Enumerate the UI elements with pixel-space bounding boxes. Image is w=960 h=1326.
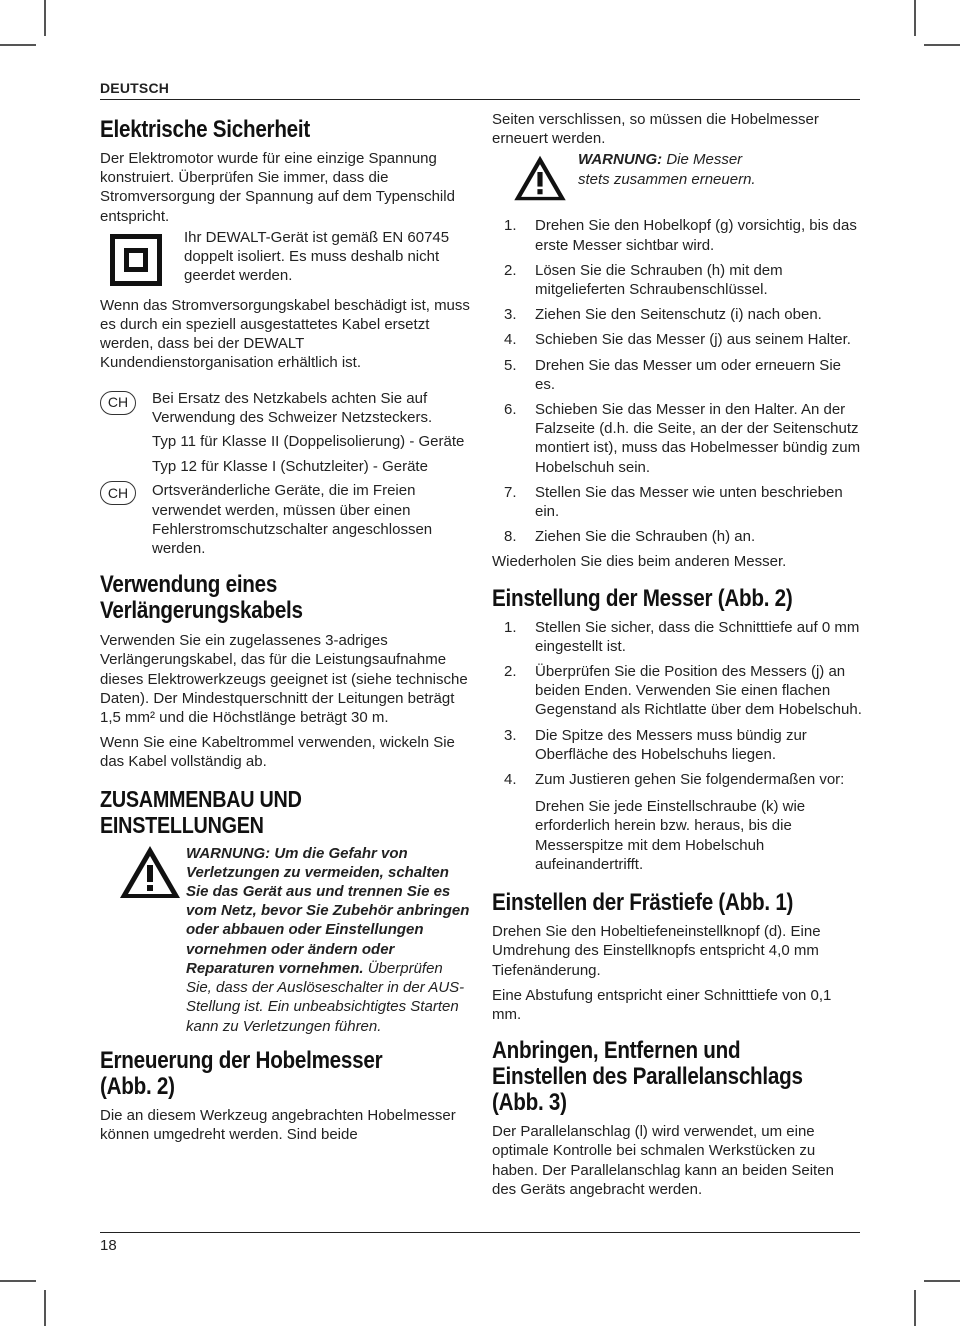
heading-cutting-depth: Einstellen der Frästiefe (Abb. 1): [492, 889, 794, 917]
double-insulation-text: Ihr DEWALT-Gerät ist gemäß EN 60745 doppelt isoliert. Es muss deshalb nicht geerdet werden.: [184, 228, 450, 285]
ch-note-2: [100, 481, 470, 558]
list-item: 2. Lösen Sie die Schrauben (h) mit dem mitgelieferten Schraubenschlüssel.: [504, 261, 783, 299]
assembly-warning: [100, 844, 470, 1036]
paragraph-repeat: Wiederholen Sie dies beim anderen Messer.: [492, 553, 787, 571]
list-item: 6. Schieben Sie das Messer in den Halter. An der Falzseite (d.h. die Seite, an der der Seitenschutz montiert ist), muss das Hobelmesser bündig zum Hobelschuh sein.: [504, 401, 861, 476]
paragraph-continued: Seiten verschlissen, so müssen die Hobelmesser erneuert werden.: [492, 111, 819, 148]
list-item: 1. Stellen Sie sicher, dass die Schnitttiefe auf 0 mm eingestellt ist.: [504, 618, 860, 655]
paragraph-depth-1: Drehen Sie den Hobeltiefeneinstellknopf (d). Eine Umdrehung des Einstellknopfs entspricht 4,0 mm Tiefenänderung.: [492, 923, 821, 979]
ch-text-1: Bei Ersatz des Netzkabels achten Sie auf Verwendung des Schweizer Netzsteckers.: [152, 389, 433, 426]
crop-mark: [914, 0, 916, 36]
warning-text: Die Messer stets zusammen erneuern.: [578, 151, 756, 188]
warning-triangle-icon: [508, 154, 572, 202]
ch-note-1: [100, 389, 470, 427]
language-label: DEUTSCH: [100, 80, 170, 96]
assembly-warning-text: [186, 844, 470, 1036]
warning-italic-text: Überprüfen Sie, dass der Auslöseschalter in der AUS-Stellung ist. Ein unbeabsichtigtes Starten kann zu Verletzungen führen.: [186, 959, 465, 1035]
page-number: 18: [100, 1237, 117, 1254]
heading-electrical-safety: Elektrische Sicherheit: [100, 116, 311, 143]
header-rule: [100, 99, 860, 100]
crop-mark: [924, 1280, 960, 1282]
heading-fence: Anbringen, Entfernen und Einstellen des Parallelanschlags (Abb. 3): [492, 1037, 803, 1117]
crop-mark: [0, 1280, 36, 1282]
paragraph-extension-2: Wenn Sie eine Kabeltrommel verwenden, wickeln Sie das Kabel vollständig ab.: [100, 734, 455, 771]
heading-blade-replacement: Erneuerung der Hobelmesser (Abb. 2): [100, 1046, 383, 1100]
heading-blade-adjustment: Einstellung der Messer (Abb. 2): [492, 584, 793, 612]
ch-icon: CH: [100, 481, 136, 505]
crop-mark: [924, 44, 960, 46]
blade-adjustment-steps: [504, 618, 862, 790]
crop-mark: [44, 1290, 46, 1326]
ch-text-4: Ortsveränderliche Geräte, die im Freien verwendet werden, müssen über einen Fehlerstromschutzschalter angeschlossen werden.: [152, 482, 433, 558]
warning-bold-text: WARNUNG: Um die Gefahr von Verletzungen zu vermeiden, schalten Sie das Gerät aus und trennen Sie es vom Netz, bevor Sie Zubehör anbringen oder abbauen oder Einstellungen vornehmen oder ändern oder Reparaturen vornehmen.: [186, 844, 470, 977]
list-item: 8. Ziehen Sie die Schrauben (h) an.: [504, 528, 756, 546]
crop-mark: [0, 44, 36, 46]
double-insulation-note: [100, 228, 470, 286]
warning-label: WARNUNG:: [578, 151, 663, 169]
warning-triangle-icon: [118, 844, 182, 900]
crop-mark: [44, 0, 46, 36]
list-item: 3. Die Spitze des Messers muss bündig zur Oberfläche des Hobelschuhs liegen.: [504, 726, 807, 763]
paragraph-safety: Der Elektromotor wurde für eine einzige Spannung konstruiert. Überprüfen Sie immer, dass die Stromversorgung der Spannung auf dem Typenschild entspricht.: [100, 150, 455, 225]
list-item: 2. Überprüfen Sie die Position des Messers (j) an beiden Enden. Verwenden Sie einen flachen Gegenstand als Richtlatte über dem Hobelschuh.: [504, 663, 862, 719]
double-insulation-icon: [110, 234, 162, 286]
list-item: 4. Zum Justieren gehen Sie folgendermaßen vor:: [504, 771, 845, 789]
list-item: 7. Stellen Sie das Messer wie unten beschrieben ein.: [504, 483, 843, 521]
blade-replacement-steps: [504, 216, 862, 546]
ch-text-3: Typ 12 für Klasse I (Schutzleiter) - Geräte: [152, 458, 428, 476]
paragraph-adjust-sub: Drehen Sie jede Einstellschraube (k) wie erforderlich herein bzw. heraus, bis die Messerspitze mit dem Hobelschuh aufeinandertrifft.: [535, 798, 806, 873]
crop-mark: [914, 1290, 916, 1326]
paragraph-blades: Die an diesem Werkzeug angebrachten Hobelmesser können umgedreht werden. Sind beide: [100, 1106, 456, 1143]
paragraph-depth-2: Eine Abstufung entspricht einer Schnitttiefe von 0,1 mm.: [492, 986, 832, 1023]
paragraph-extension-1: Verwenden Sie ein zugelassenes 3-adriges Verlängerungskabel, das für die Leistungsaufnahme dieses Elektrowerkzeugs geeignet ist (siehe technische Daten). Der Mindestquerschnitt der Leitungen beträgt 1,5 mm² und die Höchstlänge beträgt 30 m.: [100, 632, 468, 727]
ch-icon: CH: [100, 391, 136, 415]
blades-warning-text: [578, 150, 778, 188]
paragraph-fence: Der Parallelanschlag (l) wird verwendet, um eine optimale Kontrolle bei schmalen Werkstücken zu haben. Der Parallelanschlag kann an beiden Seiten des Geräts angebracht werden.: [492, 1123, 834, 1198]
footer-rule: [100, 1232, 860, 1233]
right-column: [492, 110, 862, 1205]
ch-text-2: Typ 11 für Klasse II (Doppelisolierung) - Geräte: [152, 433, 465, 451]
list-item: 3. Ziehen Sie den Seitenschutz (i) nach oben.: [504, 306, 822, 324]
left-column: [100, 110, 470, 1150]
paragraph-cable: Wenn das Stromversorgungskabel beschädigt ist, muss es durch ein speziell ausgestattetes Kabel ersetzt werden, dass bei der DEWALT Kundendienstorganisation erhältlich ist.: [100, 296, 470, 372]
list-item: 1. Drehen Sie den Hobelkopf (g) vorsichtig, bis das erste Messer sichtbar wird.: [504, 217, 857, 254]
list-item: 5. Drehen Sie das Messer um oder erneuern Sie es.: [504, 356, 841, 393]
blades-warning: [492, 150, 862, 202]
list-item: 4. Schieben Sie das Messer (j) aus seinem Halter.: [504, 331, 851, 349]
heading-assembly: ZUSAMMENBAU UND EINSTELLUNGEN: [100, 785, 302, 838]
heading-extension-cable: Verwendung eines Verlängerungskabels: [100, 571, 303, 625]
